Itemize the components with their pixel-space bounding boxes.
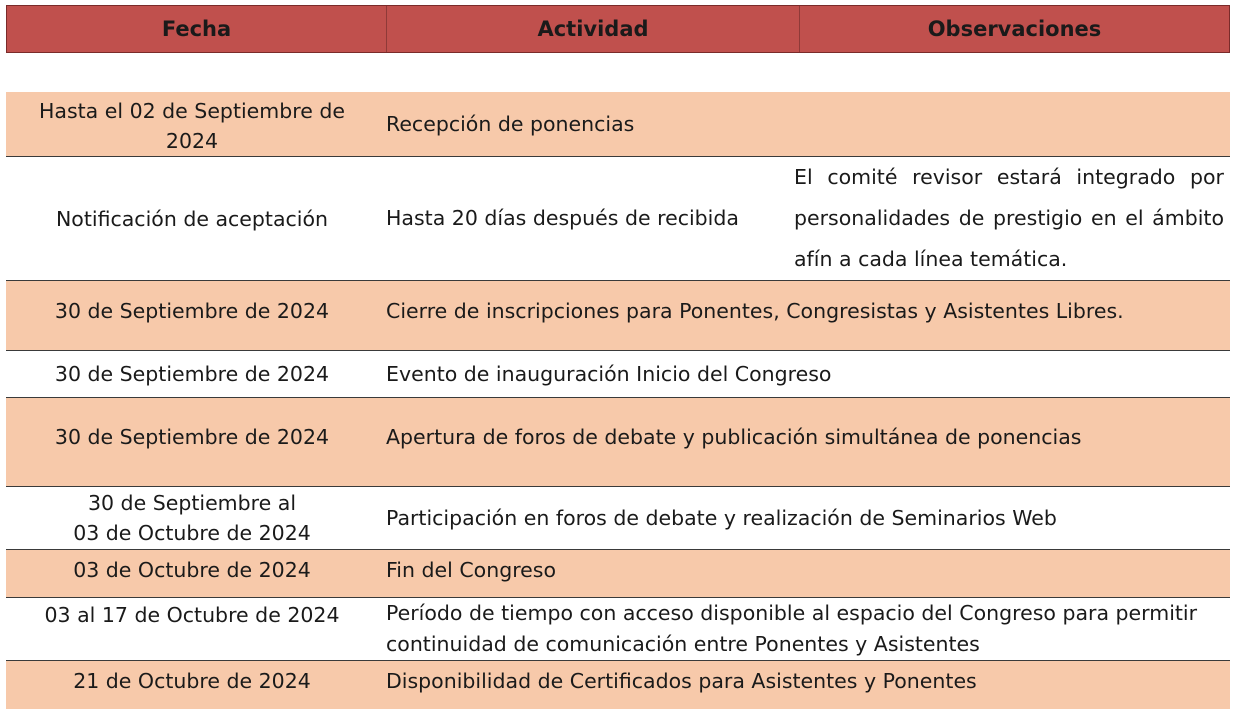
table-row (6, 598, 1230, 661)
row-date: 03 de Octubre de 2024 (73, 558, 311, 582)
row-date: Notificación de aceptación (55, 206, 329, 231)
header-notes: Observaciones (927, 17, 1102, 41)
table-row (6, 398, 1230, 487)
row-activity: Cierre de inscripciones para Ponentes, Congresistas y Asistentes Libres. (386, 298, 1124, 323)
row-date: 03 al 17 de Octubre de 2024 (44, 603, 340, 627)
table-row (6, 281, 1230, 351)
table-row (6, 661, 1230, 709)
row-date: 30 de Septiembre al 03 de Octubre de 2024 (73, 491, 311, 545)
row-activity: Participación en foros de debate y realización de Seminarios Web (386, 505, 1057, 530)
row-activity: Evento de inauguración Inicio del Congreso (386, 361, 832, 386)
row-notes: El comité revisor estará integrado por personalidades de prestigio en el ámbito afín a cada línea temática. (794, 165, 1224, 271)
row-date: 21 de Octubre de 2024 (73, 669, 311, 693)
table-row (6, 157, 1230, 281)
row-date: 30 de Septiembre de 2024 (54, 425, 330, 449)
table-header (6, 5, 1230, 53)
table-row (6, 487, 1230, 550)
row-activity: Hasta 20 días después de recibida (386, 206, 739, 230)
row-activity: Período de tiempo con acceso disponible al espacio del Congreso para permitir continuidad de comunicación entre Ponentes y Asistentes (386, 601, 1198, 656)
table-row (6, 92, 1230, 157)
table-row (6, 351, 1230, 398)
row-activity: Disponibilidad de Certificados para Asistentes y Ponentes (386, 668, 977, 693)
row-activity: Recepción de ponencias (386, 111, 635, 136)
header-date: Fecha (161, 17, 232, 41)
table-row (6, 550, 1230, 598)
row-activity: Apertura de foros de debate y publicación simultánea de ponencias (386, 424, 1082, 449)
row-date: Hasta el 02 de Septiembre de 2024 (38, 99, 346, 153)
row-date: 30 de Septiembre de 2024 (54, 362, 330, 386)
header-activity: Actividad (537, 17, 649, 41)
row-date: 30 de Septiembre de 2024 (54, 299, 330, 323)
row-activity: Fin del Congreso (386, 557, 557, 582)
